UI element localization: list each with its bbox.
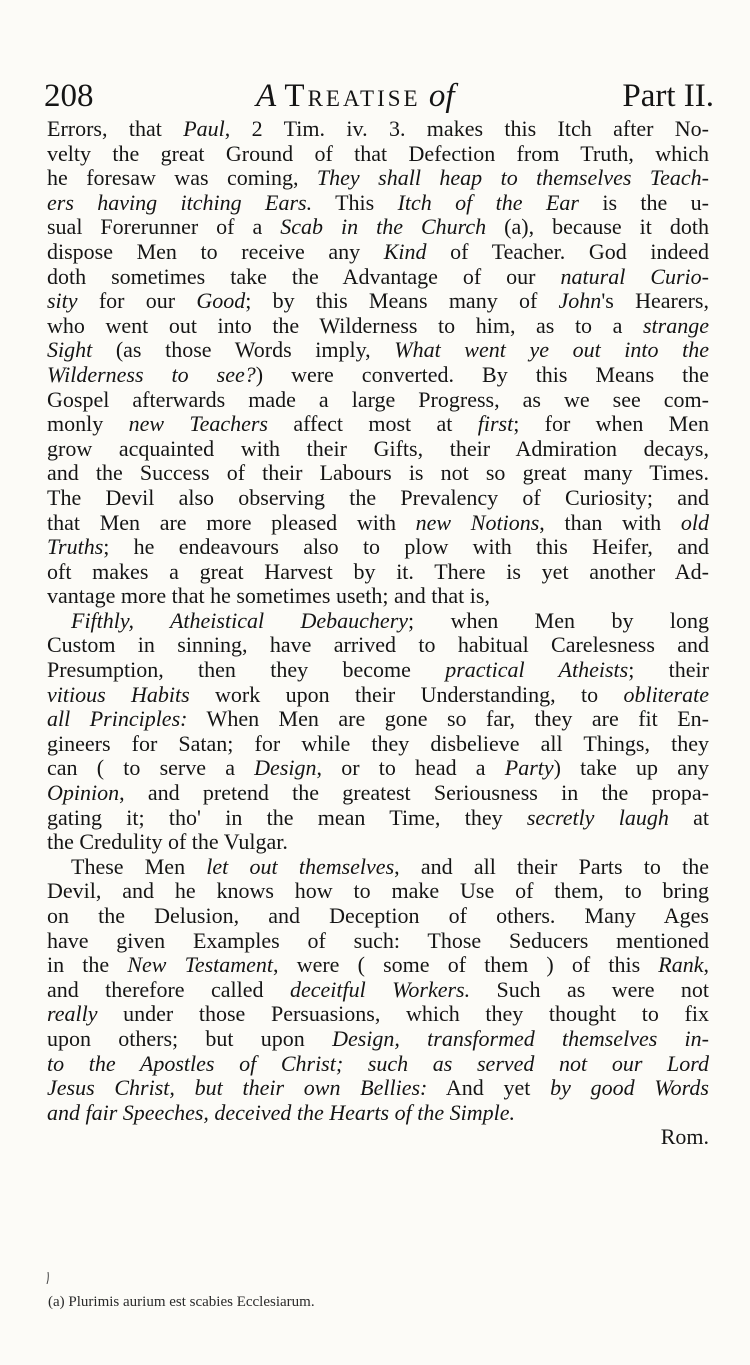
text-line: all Principles: When Men are gone so far, they are fit En- <box>47 706 709 732</box>
text-line: These Men let out themselves, and all their Parts to the <box>71 853 710 879</box>
text-line: the Credulity of the Vulgar. <box>47 829 288 855</box>
text-line: gating it; tho' in the mean Time, they secretly laugh at <box>47 804 709 830</box>
text-line: gineers for Satan; for while they disbelieve all Things, they <box>47 730 709 756</box>
text-line: grow acquainted with their Gifts, their Admiration decays, <box>47 435 709 461</box>
text-line: in the New Testament, were ( some of them ) of this Rank, <box>47 952 709 978</box>
text-line: have given Examples of such: Those Seducers mentioned <box>47 927 709 953</box>
text-line: Rom. <box>660 1124 709 1150</box>
text-line: dispose Men to receive any Kind of Teacher. God indeed <box>47 238 710 264</box>
text-line: Truths; he endeavours also to plow with this Heifer, and <box>47 534 709 560</box>
text-line: ers having itching Ears. This Itch of the Ear is the u- <box>47 189 709 215</box>
text-line: sity for our Good; by this Means many of John's Hearers, <box>47 288 709 314</box>
text-line: monly new Teachers affect most at first; for when Men <box>47 411 709 437</box>
text-line: vitious Habits work upon their Understanding, to obliterate <box>47 681 709 707</box>
text-line: Presumption, then they become practical Atheists; their <box>47 657 709 683</box>
text-line: oft makes a great Harvest by it. There is yet another Ad- <box>47 558 709 584</box>
text-line: who went out into the Wilderness to him, as to a strange <box>47 312 709 338</box>
text-line: Jesus Christ, but their own Bellies: And yet by good Words <box>47 1075 709 1101</box>
running-title: A Treatise of <box>256 78 455 114</box>
text-line: and therefore called deceitful Workers. Such as were not <box>47 976 709 1002</box>
page-number: 208 <box>44 78 94 114</box>
text-line: Fifthly, Atheistical Debauchery; when Men by long <box>71 607 710 633</box>
text-line: on the Delusion, and Deception of others. Many Ages <box>47 903 709 928</box>
text-line: Gospel afterwards made a large Progress, as we see com- <box>47 386 709 412</box>
text-line: that Men are more pleased with new Notions, than with old <box>47 509 709 535</box>
text-line: to the Apostles of Christ; such as served not our Lord <box>47 1050 709 1076</box>
text-line: really under those Persuasions, which they thought to fix <box>47 1001 709 1027</box>
text-line: velty the great Ground of that Defection from Truth, which <box>47 140 709 166</box>
text-line: Opinion, and pretend the greatest Seriousness in the propa- <box>47 780 709 806</box>
part-label: Part II. <box>622 78 714 114</box>
text-line: and the Success of their Labours is not so great many Times. <box>47 460 709 486</box>
text-line: doth sometimes take the Advantage of our natural Curio- <box>47 263 709 289</box>
text-line: and fair Speeches, deceived the Hearts of the Simple. <box>47 1099 515 1125</box>
text-line: Sight (as those Words imply, What went ye out into the <box>47 337 709 363</box>
body-text <box>47 117 709 1150</box>
text-line: Custom in sinning, have arrived to habitual Carelesness and <box>47 632 709 658</box>
text-line: he foresaw was coming, They shall heap to themselves Teach- <box>47 165 709 191</box>
text-line: The Devil also observing the Prevalency of Curiosity; and <box>47 484 709 510</box>
comma-mark <box>46 1272 50 1284</box>
text-line: Errors, that Paul, 2 Tim. iv. 3. makes this Itch after No- <box>47 116 709 141</box>
text-line: Devil, and he knows how to make Use of them, to bring <box>47 878 709 904</box>
text-line: can ( to serve a Design, or to head a Party) take up any <box>47 755 710 781</box>
text-line: upon others; but upon Design, transformed themselves in- <box>47 1025 709 1051</box>
footnote: (a) Plurimis aurium est scabies Ecclesiarum. <box>48 1294 315 1310</box>
text-line: sual Forerunner of a Scab in the Church (a), because it doth <box>47 214 710 240</box>
text-line: Wilderness to see?) were converted. By this Means the <box>47 361 709 387</box>
text-line: vantage more that he sometimes useth; and that is, <box>47 583 490 609</box>
